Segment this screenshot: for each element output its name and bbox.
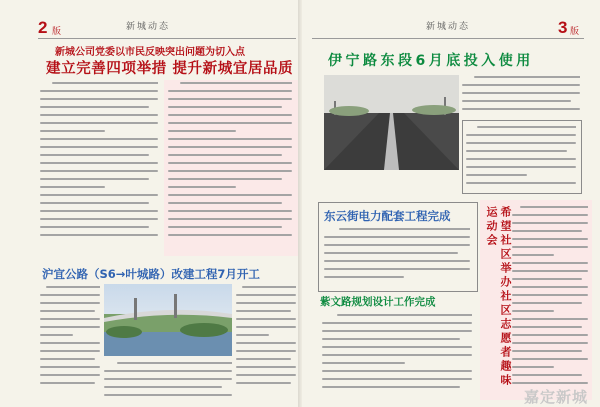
power-headline: 东云街电力配套工程完成: [324, 209, 451, 223]
left-lower-headline: 沪宜公路（S6→叶城路）改建工程7月开工: [42, 267, 260, 281]
body-text-line: [46, 286, 100, 288]
body-text-line: [512, 214, 588, 216]
body-text-line: [40, 310, 95, 312]
body-text-line: [466, 158, 576, 160]
body-text-line: [322, 362, 405, 364]
body-text-line: [322, 386, 460, 388]
body-text-line: [168, 218, 292, 220]
body-text-line: [168, 202, 282, 204]
road-photo: [324, 75, 459, 170]
body-text-line: [512, 366, 554, 368]
body-text-line: [512, 334, 588, 336]
body-text-line: [40, 234, 158, 236]
body-text-line: [236, 310, 291, 312]
body-text-line: [512, 350, 582, 352]
body-text-line: [512, 262, 588, 264]
body-text-line: [236, 342, 296, 344]
body-text-line: [324, 268, 470, 270]
body-text-line: [40, 194, 158, 196]
body-text-line: [322, 354, 472, 356]
body-text-line: [512, 230, 582, 232]
body-text-line: [236, 366, 296, 368]
body-text-line: [242, 286, 296, 288]
left-subtitle: 新城公司党委以市民反映突出问题为切入点: [55, 47, 245, 58]
body-text-line: [322, 338, 460, 340]
body-text-line: [117, 362, 232, 364]
body-text-line: [466, 182, 576, 184]
body-text-line: [324, 260, 470, 262]
left-bridge-photo: [104, 284, 232, 356]
body-text-line: [512, 302, 582, 304]
body-text-line: [512, 294, 588, 296]
left-article-col1: [40, 82, 158, 252]
body-text-line: [466, 142, 576, 144]
body-text-line: [40, 326, 100, 328]
body-text-line: [512, 358, 588, 360]
green-headline: 紫文路规划设计工作完成: [320, 296, 436, 308]
body-text-line: [322, 346, 472, 348]
body-text-line: [512, 326, 582, 328]
body-text-line: [40, 154, 149, 156]
body-text-line: [512, 286, 588, 288]
body-text-line: [168, 154, 282, 156]
body-text-line: [40, 138, 158, 140]
body-text-line: [168, 226, 282, 228]
body-text-line: [512, 278, 582, 280]
body-text-line: [168, 90, 292, 92]
body-text-line: [40, 218, 158, 220]
body-text-line: [168, 146, 292, 148]
body-text-line: [40, 334, 73, 336]
left-page-number: 2: [38, 18, 48, 37]
body-text-line: [104, 378, 232, 380]
body-text-line: [40, 382, 95, 384]
body-text-line: [40, 186, 105, 188]
body-text-line: [40, 210, 158, 212]
body-text-line: [466, 150, 567, 152]
body-text-line: [40, 350, 100, 352]
body-text-line: [512, 246, 588, 248]
body-text-line: [462, 92, 580, 94]
body-text-line: [168, 210, 292, 212]
body-text-line: [40, 318, 100, 320]
body-text-line: [40, 162, 158, 164]
left-lower-col3: [236, 286, 296, 398]
green-article-text: [322, 314, 472, 400]
body-text-line: [52, 82, 158, 84]
body-text-line: [168, 98, 292, 100]
body-text-line: [324, 236, 470, 238]
body-text-line: [168, 162, 292, 164]
body-text-line: [104, 394, 232, 396]
body-text-line: [236, 294, 296, 296]
body-text-line: [512, 254, 554, 256]
body-text-line: [40, 106, 149, 108]
right-page: [302, 0, 600, 407]
body-text-line: [40, 98, 158, 100]
body-text-line: [40, 202, 149, 204]
body-text-line: [466, 174, 527, 176]
body-text-line: [168, 178, 282, 180]
vertical-headline: 希望社区举办社区志愿者趣味运动会: [485, 206, 512, 388]
body-text-line: [40, 170, 158, 172]
body-text-line: [236, 374, 296, 376]
body-text-line: [324, 244, 470, 246]
body-text-line: [40, 114, 158, 116]
body-text-line: [512, 374, 582, 376]
body-text-line: [236, 318, 296, 320]
body-text-line: [474, 76, 580, 78]
body-text-line: [40, 146, 158, 148]
body-text-line: [40, 302, 100, 304]
body-text-line: [40, 130, 105, 132]
body-text-line: [180, 82, 292, 84]
body-text-line: [236, 382, 291, 384]
watermark: 嘉定新城: [524, 388, 589, 406]
body-text-line: [512, 270, 588, 272]
body-text-line: [512, 342, 588, 344]
body-text-line: [462, 84, 580, 86]
body-text-line: [104, 386, 222, 388]
body-text-line: [168, 122, 292, 124]
body-text-line: [40, 122, 158, 124]
body-text-line: [512, 222, 588, 224]
right-page-header: [302, 18, 600, 38]
right-page-number: 3: [558, 18, 568, 37]
body-text-line: [236, 334, 269, 336]
body-text-line: [168, 130, 236, 132]
body-text-line: [466, 166, 576, 168]
body-text-line: [40, 90, 158, 92]
vertical-article-text: [512, 206, 588, 396]
body-text-line: [322, 330, 472, 332]
body-text-line: [168, 170, 292, 172]
left-banner: 新城动态: [126, 22, 171, 32]
right-header-rule: [312, 38, 584, 39]
body-text-line: [40, 342, 100, 344]
body-text-line: [168, 114, 292, 116]
body-text-line: [168, 138, 292, 140]
right-banner: 新城动态: [426, 22, 471, 32]
body-text-line: [236, 350, 296, 352]
body-text-line: [104, 370, 232, 372]
right-top-col1: [462, 76, 580, 116]
body-text-line: [40, 358, 95, 360]
body-text-line: [236, 302, 296, 304]
body-text-line: [339, 228, 470, 230]
left-lower-col1: [40, 286, 100, 396]
left-header-rule: [38, 38, 296, 39]
road-image: [324, 75, 459, 170]
body-text-line: [168, 186, 236, 188]
body-text-line: [324, 252, 458, 254]
body-text-line: [512, 382, 588, 384]
right-headline: 伊宁路东段6月底投入使用: [328, 53, 534, 69]
body-text-line: [322, 378, 472, 380]
right-top-col2: [466, 126, 576, 188]
body-text-line: [236, 358, 291, 360]
body-text-line: [40, 178, 149, 180]
right-page-suffix: 版: [570, 27, 580, 37]
body-text-line: [40, 366, 100, 368]
body-text-line: [477, 126, 576, 128]
left-lower-col2: [104, 362, 232, 402]
body-text-line: [40, 294, 100, 296]
body-text-line: [462, 108, 580, 110]
body-text-line: [462, 100, 571, 102]
body-text-line: [520, 206, 588, 208]
body-text-line: [236, 326, 296, 328]
body-text-line: [168, 106, 282, 108]
body-text-line: [512, 318, 588, 320]
body-text-line: [40, 226, 149, 228]
left-headline: 建立完善四项举措 提升新城宜居品质: [46, 61, 294, 77]
left-page-suffix: 版: [52, 27, 62, 37]
body-text-line: [512, 310, 554, 312]
body-text-line: [324, 276, 404, 278]
body-text-line: [337, 314, 472, 316]
body-text-line: [512, 238, 588, 240]
body-text-line: [322, 370, 472, 372]
power-article-text: [324, 228, 470, 284]
body-text-line: [40, 374, 100, 376]
body-text-line: [466, 134, 576, 136]
body-text-line: [322, 322, 472, 324]
body-text-line: [168, 194, 292, 196]
left-article-col2: [168, 82, 292, 252]
body-text-line: [168, 234, 292, 236]
bridge-rendering-image: [104, 284, 232, 356]
left-page-header: [0, 18, 302, 38]
